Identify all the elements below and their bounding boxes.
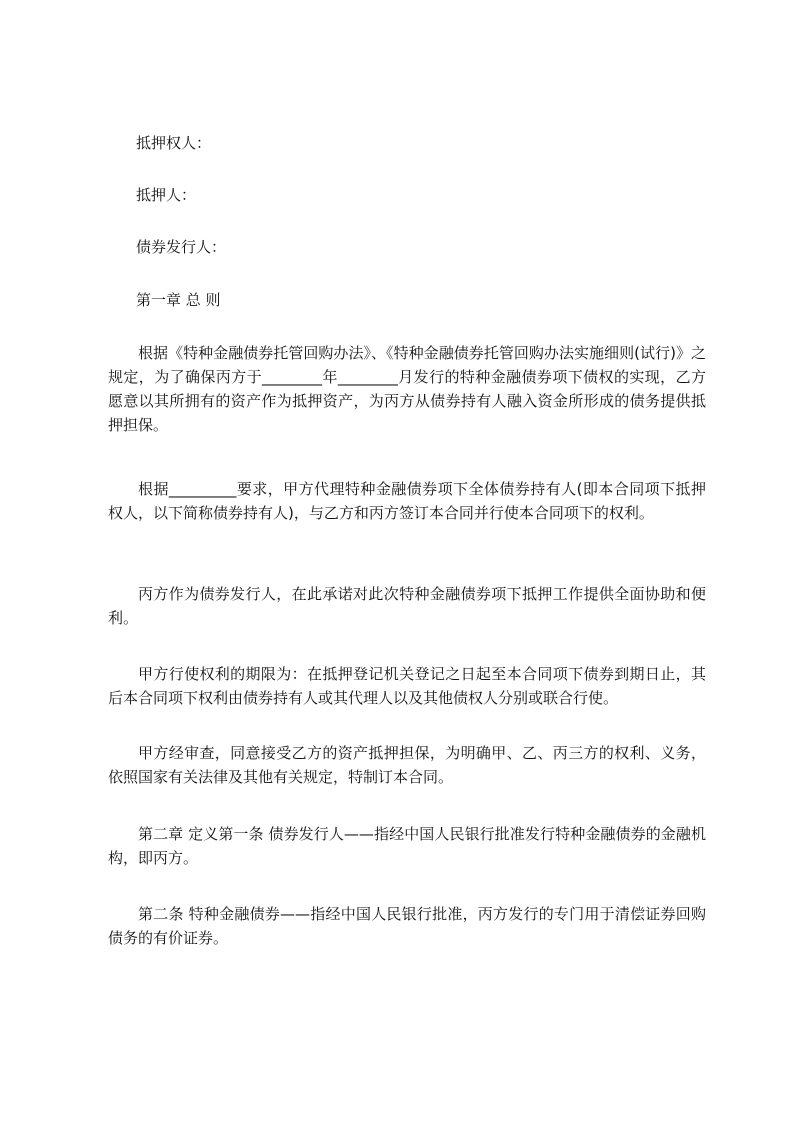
mortgagor-field-label: 抵押人： bbox=[136, 186, 197, 204]
article-2-paragraph bbox=[108, 902, 706, 950]
paragraph-7-text: 第二条 特种金融债券——指经中国人民银行批准，丙方发行的专门用于清偿证券回购债务的有价证券。 bbox=[108, 905, 706, 947]
paragraph-2 bbox=[108, 477, 706, 525]
issuer-field-label: 债券发行人： bbox=[136, 238, 227, 256]
paragraph-6-text: 第二章 定义第一条 债券发行人——指经中国人民银行批准发行特种金融债券的金融机构，即丙方。 bbox=[108, 825, 706, 867]
mortgagee-field-label: 抵押权人： bbox=[136, 134, 212, 152]
chapter-1-title: 第一章 总 则 bbox=[136, 291, 221, 309]
paragraph-4-text: 甲方行使权利的期限为：在抵押登记机关登记之日起至本合同项下债券到期日止，其后本合同项下权利由债券持有人或其代理人以及其他债权人分别或联合行使。 bbox=[108, 665, 706, 707]
paragraph-3 bbox=[108, 582, 706, 630]
paragraph-1 bbox=[108, 341, 706, 437]
paragraph-1-text: 根据《特种金融债券托管回购办法》、《特种金融债券托管回购办法实施细则(试行)》之规定，为了确保丙方于________年________月发行的特种金融债券项下债权的实现，乙方愿意以其所拥有的资产作为抵押资产，为丙方从债券持有人融入资金所形成的债务提供抵押担保。 bbox=[108, 344, 706, 434]
paragraph-5-text: 甲方经审查，同意接受乙方的资产抵押担保，为明确甲、乙、丙三方的权利、义务，依照国家有关法律及其他有关规定，特制订本合同。 bbox=[108, 744, 706, 786]
paragraph-5 bbox=[108, 741, 706, 789]
paragraph-4 bbox=[108, 662, 706, 710]
paragraph-3-text: 丙方作为债券发行人，在此承诺对此次特种金融债券项下抵押工作提供全面协助和便利。 bbox=[108, 585, 706, 627]
paragraph-2-text: 根据_________要求，甲方代理特种金融债券项下全体债券持有人(即本合同项下抵押权人，以下简称债券持有人)，与乙方和丙方签订本合同并行使本合同项下的权利。 bbox=[108, 480, 706, 522]
chapter-2-paragraph bbox=[108, 822, 706, 870]
